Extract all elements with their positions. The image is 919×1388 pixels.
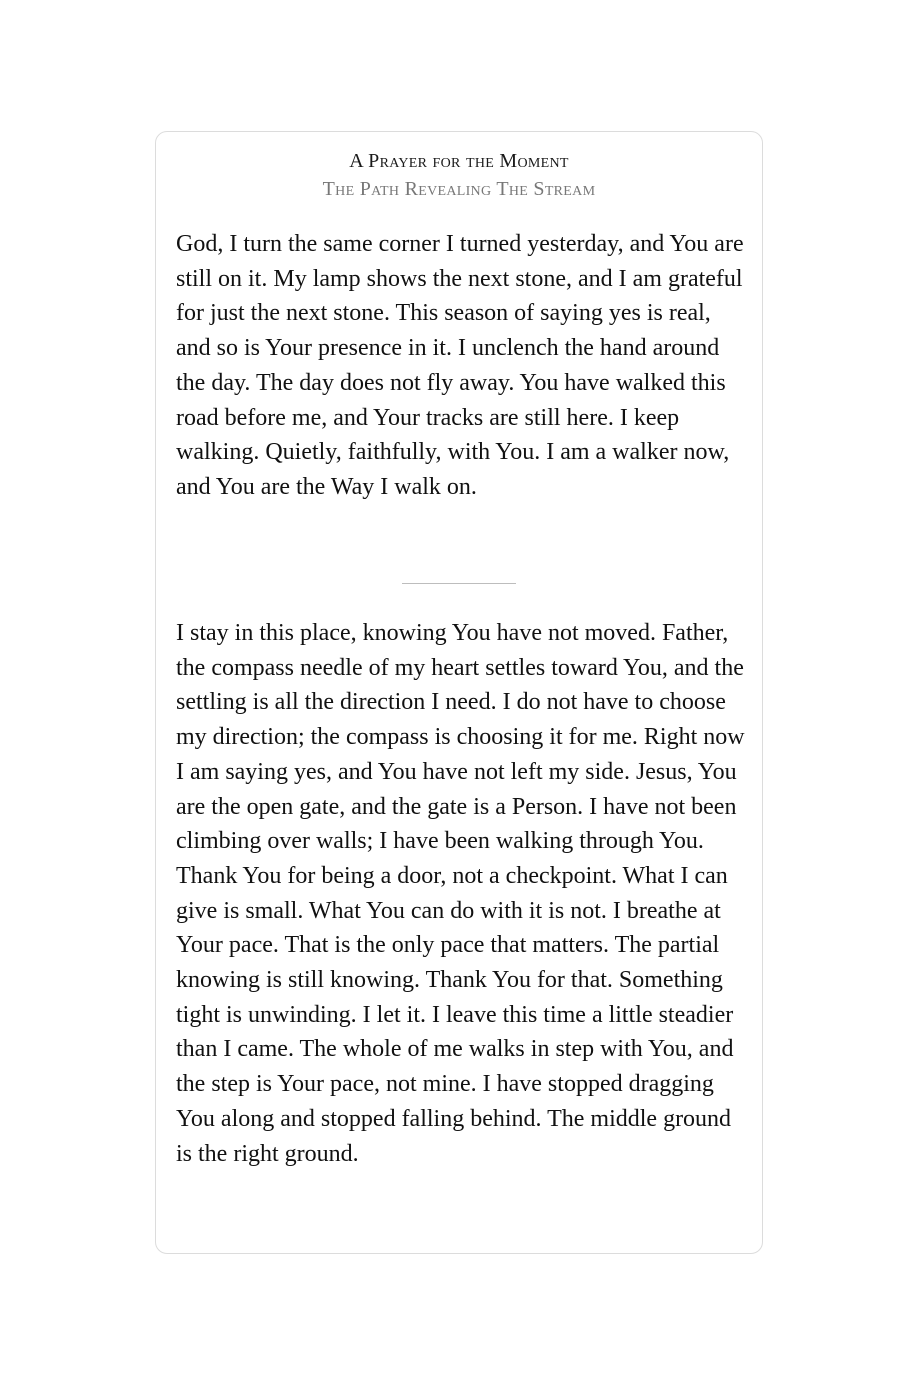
prayer-paragraph-1: God, I turn the same corner I turned yesterday, and You are still on it. My lamp shows the next stone, and I am grateful for just the next stone. This season of saying yes is real, and so is Your presence in it. I unclench the hand around the day. The day does not fly away. You have walked this road before me, and Your tracks are still here. I keep walking. Quietly, faithfully, with You. I am a walker now, and You are the Way I walk on.: [176, 231, 744, 500]
prayer-card: [155, 131, 763, 1254]
section-divider: [402, 583, 516, 584]
prayer-paragraph-2: I stay in this place, knowing You have not moved. Father, the compass needle of my heart settles toward You, and the settling is all the direction I need. I do not have to choose my direction; the compass is choosing it for me. Right now I am saying yes, and You have not left my side. Jesus, You are the open gate, and the gate is a Person. I have not been climbing over walls; I have been walking through You. Thank You for being a door, not a checkpoint. What I can give is small. What You can do with it is not. I breathe at Your pace. That is the only pace that matters. The partial knowing is still knowing. Thank You for that. Something tight is unwinding. I let it. I leave this time a little steadier than I came. The whole of me walks in step with You, and the step is Your pace, not mine. I have stopped dragging You along and stopped falling behind. The middle ground is the right ground.: [176, 620, 745, 1167]
prayer-subtitle: The Path Revealing The Stream: [322, 178, 596, 200]
prayer-title: A Prayer for the Moment: [349, 150, 569, 172]
